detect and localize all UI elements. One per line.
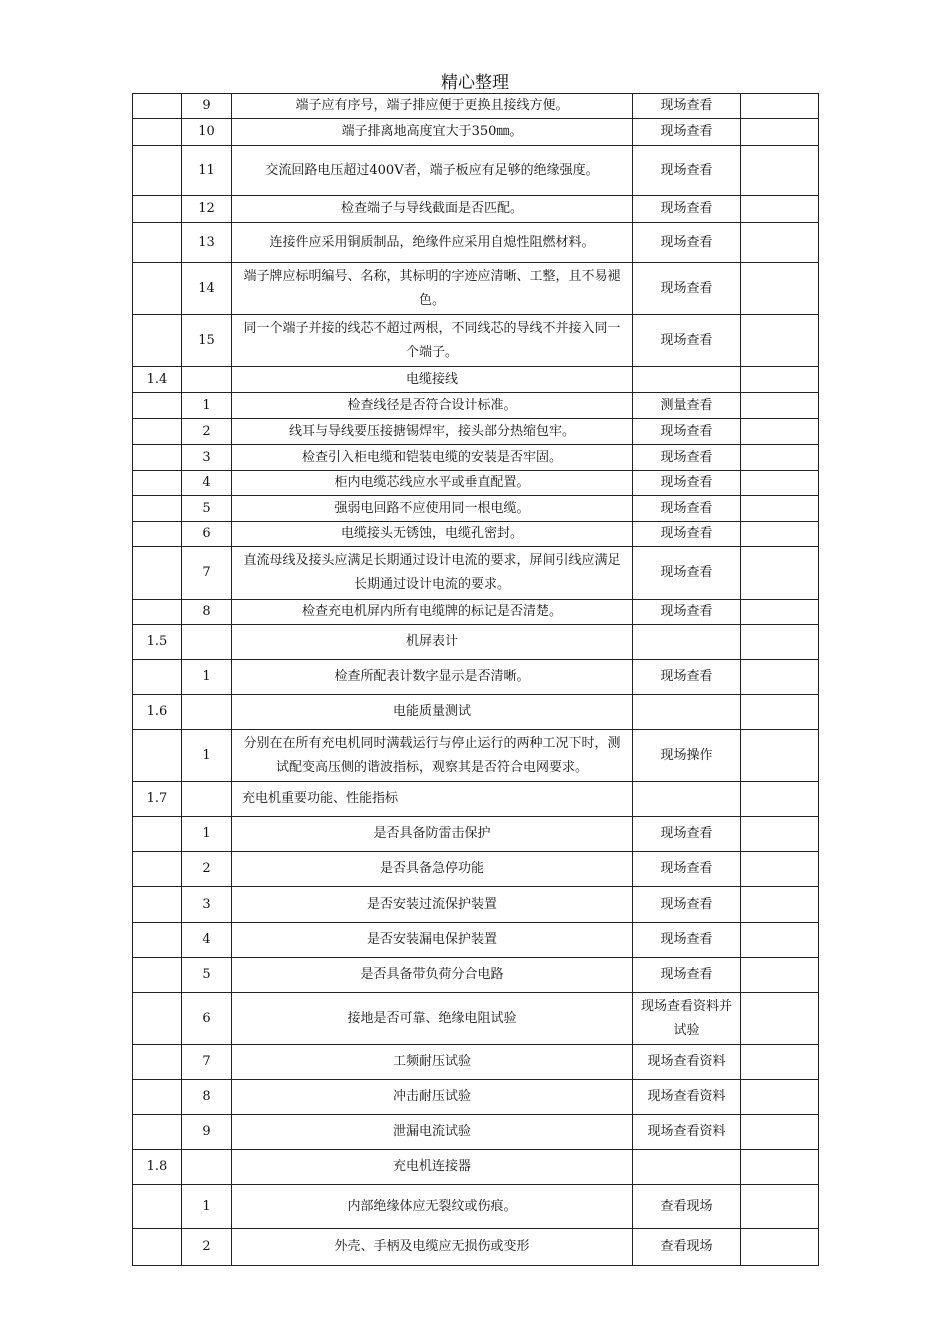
check-method-cell — [633, 695, 741, 730]
check-method-cell: 现场查看 — [633, 547, 741, 600]
remark-cell — [741, 94, 819, 119]
item-description-cell: 电缆接线 — [232, 367, 633, 393]
remark-cell — [741, 146, 819, 196]
item-description-cell: 内部绝缘体应无裂纹或伤痕。 — [232, 1185, 633, 1229]
section-number-cell — [133, 1080, 182, 1115]
remark-cell — [741, 782, 819, 817]
table-row — [133, 1115, 819, 1150]
remark-cell — [741, 471, 819, 496]
remark-cell — [741, 119, 819, 146]
check-method-cell: 现场查看 — [633, 887, 741, 923]
check-method-cell: 现场查看 — [633, 660, 741, 695]
item-description-cell: 是否安装漏电保护装置 — [232, 923, 633, 958]
remark-cell — [741, 660, 819, 695]
item-number-cell — [182, 1150, 232, 1185]
check-method-cell: 现场查看 — [633, 419, 741, 445]
remark-cell — [741, 547, 819, 600]
section-number-cell — [133, 887, 182, 923]
table-row — [133, 522, 819, 547]
table-row — [133, 1080, 819, 1115]
item-number-cell — [182, 695, 232, 730]
item-number-cell: 13 — [182, 223, 232, 263]
section-number-cell — [133, 547, 182, 600]
remark-cell — [741, 522, 819, 547]
item-description-cell: 端子排离地高度宜大于350㎜。 — [232, 119, 633, 146]
item-number-cell: 7 — [182, 1045, 232, 1080]
table-row — [133, 660, 819, 695]
remark-cell — [741, 263, 819, 315]
check-method-cell: 查看现场 — [633, 1229, 741, 1266]
remark-cell — [741, 496, 819, 522]
check-method-cell: 现场查看 — [633, 196, 741, 223]
item-description-cell: 泄漏电流试验 — [232, 1115, 633, 1150]
item-number-cell: 3 — [182, 445, 232, 471]
check-method-cell — [633, 367, 741, 393]
item-description-cell: 是否具备急停功能 — [232, 852, 633, 887]
remark-cell — [741, 730, 819, 782]
section-number-cell — [133, 393, 182, 419]
item-description-cell: 充电机重要功能、性能指标 — [232, 782, 633, 817]
table-row — [133, 471, 819, 496]
check-method-cell: 现场操作 — [633, 730, 741, 782]
check-method-cell — [633, 1150, 741, 1185]
section-number-cell: 1.7 — [133, 782, 182, 817]
table-row — [133, 887, 819, 923]
section-number-cell — [133, 1045, 182, 1080]
section-number-cell — [133, 315, 182, 367]
remark-cell — [741, 445, 819, 471]
item-description-cell: 端子应有序号，端子排应便于更换且接线方便。 — [232, 94, 633, 119]
item-number-cell: 2 — [182, 419, 232, 445]
section-row — [133, 695, 819, 730]
remark-cell — [741, 1080, 819, 1115]
checklist-table — [132, 93, 819, 1266]
table-row — [133, 1229, 819, 1266]
section-number-cell — [133, 146, 182, 196]
section-number-cell — [133, 445, 182, 471]
section-number-cell — [133, 852, 182, 887]
section-number-cell: 1.8 — [133, 1150, 182, 1185]
remark-cell — [741, 1229, 819, 1266]
item-number-cell: 2 — [182, 852, 232, 887]
remark-cell — [741, 223, 819, 263]
table-row — [133, 852, 819, 887]
item-number-cell: 9 — [182, 94, 232, 119]
check-method-cell: 现场查看 — [633, 94, 741, 119]
check-method-cell: 现场查看 — [633, 522, 741, 547]
remark-cell — [741, 1185, 819, 1229]
item-description-cell: 是否安装过流保护装置 — [232, 887, 633, 923]
remark-cell — [741, 367, 819, 393]
remark-cell — [741, 695, 819, 730]
check-method-cell: 现场查看 — [633, 146, 741, 196]
section-number-cell — [133, 522, 182, 547]
section-row — [133, 782, 819, 817]
check-method-cell: 测量查看 — [633, 393, 741, 419]
item-number-cell: 4 — [182, 471, 232, 496]
check-method-cell: 现场查看 — [633, 315, 741, 367]
remark-cell — [741, 419, 819, 445]
check-method-cell: 现场查看 — [633, 923, 741, 958]
remark-cell — [741, 625, 819, 660]
check-method-cell: 现场查看资料并试验 — [633, 993, 741, 1045]
table-row — [133, 547, 819, 600]
check-method-cell: 查看现场 — [633, 1185, 741, 1229]
section-number-cell — [133, 660, 182, 695]
section-number-cell — [133, 223, 182, 263]
item-description-cell: 电缆接头无锈蚀，电缆孔密封。 — [232, 522, 633, 547]
table-row — [133, 923, 819, 958]
item-number-cell: 1 — [182, 660, 232, 695]
section-number-cell: 1.4 — [133, 367, 182, 393]
item-number-cell: 4 — [182, 923, 232, 958]
item-number-cell: 3 — [182, 887, 232, 923]
item-number-cell — [182, 625, 232, 660]
section-number-cell: 1.6 — [133, 695, 182, 730]
item-number-cell: 1 — [182, 730, 232, 782]
remark-cell — [741, 315, 819, 367]
table-row — [133, 993, 819, 1045]
remark-cell — [741, 393, 819, 419]
item-description-cell: 冲击耐压试验 — [232, 1080, 633, 1115]
table-row — [133, 146, 819, 196]
section-number-cell — [133, 817, 182, 852]
item-description-cell: 检查线径是否符合设计标准。 — [232, 393, 633, 419]
check-method-cell: 现场查看资料 — [633, 1045, 741, 1080]
table-row — [133, 730, 819, 782]
section-number-cell — [133, 1229, 182, 1266]
table-row — [133, 600, 819, 625]
item-description-cell: 检查充电机屏内所有电缆牌的标记是否清楚。 — [232, 600, 633, 625]
table-row — [133, 958, 819, 993]
check-method-cell: 现场查看 — [633, 263, 741, 315]
check-method-cell: 现场查看 — [633, 445, 741, 471]
table-row — [133, 1185, 819, 1229]
check-method-cell — [633, 625, 741, 660]
remark-cell — [741, 196, 819, 223]
item-description-cell: 机屏表计 — [232, 625, 633, 660]
item-number-cell: 5 — [182, 958, 232, 993]
section-number-cell — [133, 1115, 182, 1150]
item-description-cell: 检查端子与导线截面是否匹配。 — [232, 196, 633, 223]
item-description-cell: 端子牌应标明编号、名称，其标明的字迹应清晰、工整，且不易褪色。 — [232, 263, 633, 315]
remark-cell — [741, 600, 819, 625]
item-number-cell — [182, 367, 232, 393]
table-row — [133, 315, 819, 367]
item-description-cell: 检查所配表计数字显示是否清晰。 — [232, 660, 633, 695]
item-number-cell: 11 — [182, 146, 232, 196]
check-method-cell: 现场查看 — [633, 958, 741, 993]
item-number-cell: 1 — [182, 1185, 232, 1229]
section-number-cell — [133, 496, 182, 522]
table-row — [133, 119, 819, 146]
item-description-cell: 强弱电回路不应使用同一根电缆。 — [232, 496, 633, 522]
check-method-cell: 现场查看 — [633, 223, 741, 263]
item-number-cell: 12 — [182, 196, 232, 223]
check-method-cell: 现场查看 — [633, 496, 741, 522]
table-row — [133, 1045, 819, 1080]
item-number-cell: 5 — [182, 496, 232, 522]
remark-cell — [741, 887, 819, 923]
item-number-cell: 2 — [182, 1229, 232, 1266]
section-row — [133, 367, 819, 393]
table-row — [133, 496, 819, 522]
check-method-cell: 现场查看 — [633, 119, 741, 146]
item-number-cell: 1 — [182, 393, 232, 419]
check-method-cell — [633, 782, 741, 817]
section-number-cell — [133, 119, 182, 146]
table-row — [133, 223, 819, 263]
item-description-cell: 交流回路电压超过400V者，端子板应有足够的绝缘强度。 — [232, 146, 633, 196]
check-method-cell: 现场查看资料 — [633, 1115, 741, 1150]
item-description-cell: 线耳与导线要压接搪锡焊牢，接头部分热缩包牢。 — [232, 419, 633, 445]
checklist-rows — [133, 94, 819, 1266]
item-number-cell: 1 — [182, 817, 232, 852]
remark-cell — [741, 852, 819, 887]
section-number-cell — [133, 600, 182, 625]
remark-cell — [741, 1045, 819, 1080]
table-row — [133, 419, 819, 445]
remark-cell — [741, 958, 819, 993]
item-number-cell: 9 — [182, 1115, 232, 1150]
item-number-cell: 10 — [182, 119, 232, 146]
remark-cell — [741, 923, 819, 958]
item-number-cell: 6 — [182, 522, 232, 547]
check-method-cell: 现场查看 — [633, 852, 741, 887]
section-number-cell — [133, 263, 182, 315]
check-method-cell: 现场查看 — [633, 600, 741, 625]
item-number-cell — [182, 782, 232, 817]
section-number-cell — [133, 958, 182, 993]
section-number-cell: 1.5 — [133, 625, 182, 660]
item-number-cell: 6 — [182, 993, 232, 1045]
item-description-cell: 电能质量测试 — [232, 695, 633, 730]
item-description-cell: 接地是否可靠、绝缘电阻试验 — [232, 993, 633, 1045]
table-row — [133, 263, 819, 315]
table-row — [133, 94, 819, 119]
item-description-cell: 检查引入柜电缆和铠装电缆的安装是否牢固。 — [232, 445, 633, 471]
item-description-cell: 外壳、手柄及电缆应无损伤或变形 — [232, 1229, 633, 1266]
item-description-cell: 同一个端子并接的线芯不超过两根，不同线芯的导线不并接入同一个端子。 — [232, 315, 633, 367]
item-number-cell: 8 — [182, 600, 232, 625]
table-row — [133, 196, 819, 223]
item-number-cell: 15 — [182, 315, 232, 367]
section-number-cell — [133, 1185, 182, 1229]
item-description-cell: 柜内电缆芯线应水平或垂直配置。 — [232, 471, 633, 496]
item-description-cell: 是否具备防雷击保护 — [232, 817, 633, 852]
check-method-cell: 现场查看 — [633, 817, 741, 852]
table-row — [133, 393, 819, 419]
item-number-cell: 8 — [182, 1080, 232, 1115]
section-row — [133, 1150, 819, 1185]
remark-cell — [741, 817, 819, 852]
table-row — [133, 445, 819, 471]
remark-cell — [741, 993, 819, 1045]
section-number-cell — [133, 196, 182, 223]
item-description-cell: 连接件应采用铜质制品，绝缘件应采用自熄性阻燃材料。 — [232, 223, 633, 263]
item-description-cell: 直流母线及接头应满足长期通过设计电流的要求，屏间引线应满足长期通过设计电流的要求。 — [232, 547, 633, 600]
check-method-cell: 现场查看 — [633, 471, 741, 496]
section-number-cell — [133, 419, 182, 445]
check-method-cell: 现场查看资料 — [633, 1080, 741, 1115]
section-number-cell — [133, 730, 182, 782]
item-description-cell: 是否具备带负荷分合电路 — [232, 958, 633, 993]
table-row — [133, 817, 819, 852]
item-description-cell: 分别在在所有充电机同时满载运行与停止运行的两种工况下时，测试配变高压侧的谐波指标，观察其是否符合电网要求。 — [232, 730, 633, 782]
item-number-cell: 14 — [182, 263, 232, 315]
page-title: 精心整理 — [441, 73, 509, 93]
remark-cell — [741, 1115, 819, 1150]
section-number-cell — [133, 471, 182, 496]
remark-cell — [741, 1150, 819, 1185]
item-description-cell: 充电机连接器 — [232, 1150, 633, 1185]
section-number-cell — [133, 993, 182, 1045]
item-number-cell: 7 — [182, 547, 232, 600]
item-description-cell: 工频耐压试验 — [232, 1045, 633, 1080]
section-number-cell — [133, 923, 182, 958]
section-number-cell — [133, 94, 182, 119]
section-row — [133, 625, 819, 660]
